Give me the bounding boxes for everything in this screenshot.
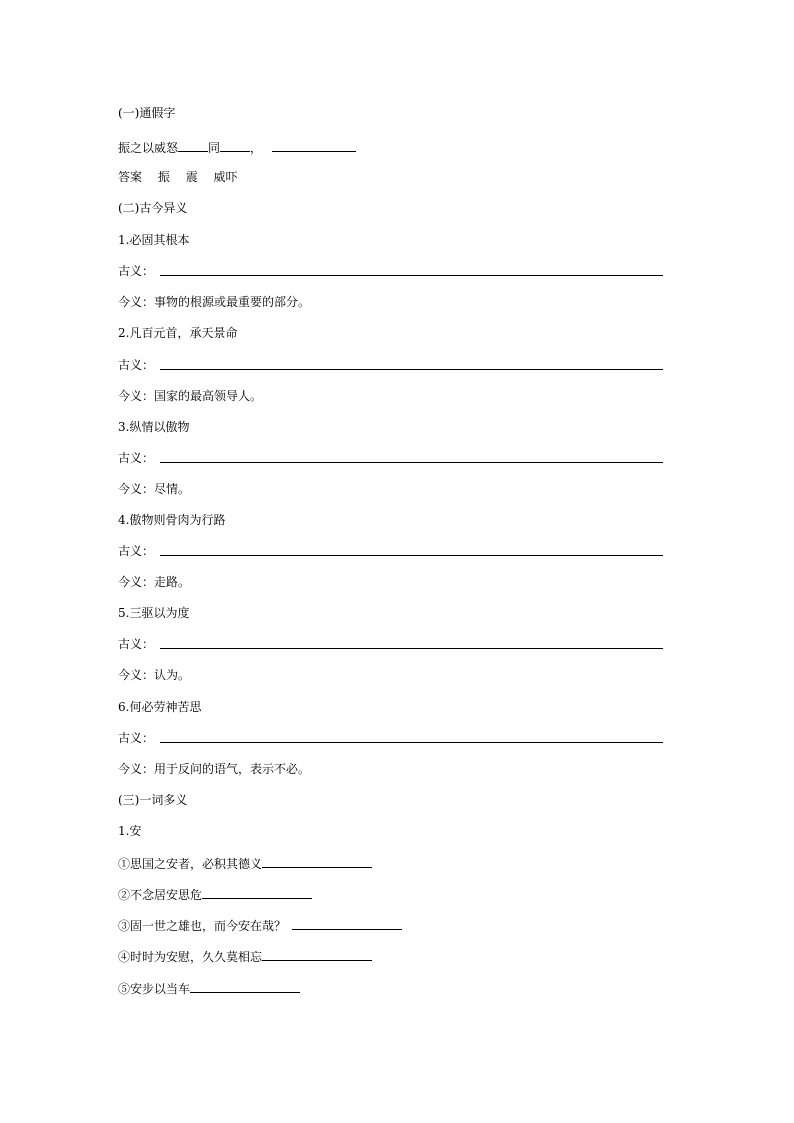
gujin-gu-row (118, 542, 663, 560)
gu-answer-blank[interactable] (160, 462, 663, 463)
gujin-jin: 今义：走路。 (118, 575, 191, 589)
duoyi-item (118, 884, 312, 902)
gu-answer-blank[interactable] (160, 369, 663, 370)
gu-label: 古义： (118, 358, 155, 372)
gu-label: 古义： (118, 544, 155, 558)
answer-blank[interactable] (262, 946, 372, 961)
gujin-gu-row (118, 635, 663, 653)
duoyi-sentence: ④时时为安慰，久久莫相忘 (118, 950, 263, 964)
duoyi-sentence: ①思国之安者，必积其德义 (118, 857, 263, 871)
gu-answer-blank[interactable] (160, 275, 663, 276)
answer-blank[interactable] (190, 978, 300, 993)
duoyi-sentence: ②不念居安思危 (118, 888, 203, 902)
gu-label: 古义： (118, 637, 155, 651)
gujin-gu-row (118, 729, 663, 747)
answer-label: 答案 (118, 170, 143, 184)
answer-blank[interactable] (202, 884, 312, 899)
gujin-item: 5.三驱以为度 (118, 606, 190, 620)
question-text-mid: 同 (208, 141, 221, 155)
gujin-item: 2.凡百元首，承天景命 (118, 326, 238, 340)
section-title-yiciduoyi: (三)一词多义 (118, 793, 188, 807)
gujin-gu-row (118, 356, 663, 374)
gujin-item: 1.必固其根本 (118, 233, 190, 247)
answer-blank[interactable] (292, 915, 402, 930)
answer-value-2: 震 (185, 170, 198, 184)
gu-label: 古义： (118, 731, 155, 745)
gu-label: 古义： (118, 451, 155, 465)
answer-value-1: 振 (157, 170, 170, 184)
gujin-jin: 今义：尽情。 (118, 482, 191, 496)
duoyi-item (118, 915, 402, 933)
answer-blank[interactable] (178, 137, 208, 152)
gujin-jin: 今义：事物的根源或最重要的部分。 (118, 295, 311, 309)
gu-answer-blank[interactable] (160, 648, 663, 649)
section-title-tongjiazi: (一)通假字 (118, 106, 176, 120)
gujin-gu-row (118, 449, 663, 467)
question-text: 振之以威怒 (118, 141, 179, 155)
gujin-gu-row (118, 262, 663, 280)
duoyi-item (118, 853, 372, 871)
gujin-jin: 今义：用于反问的语气，表示不必。 (118, 762, 311, 776)
tongjiazi-answer (118, 168, 238, 186)
gujin-jin: 今义：认为。 (118, 668, 191, 682)
duoyi-item (118, 946, 372, 964)
tongjiazi-question (118, 137, 356, 155)
question-comma: ， (250, 141, 263, 155)
gu-label: 古义： (118, 264, 155, 278)
gu-answer-blank[interactable] (160, 742, 663, 743)
answer-blank[interactable] (272, 137, 356, 152)
section-title-gujinyiyi: (二)古今异义 (118, 201, 188, 215)
gu-answer-blank[interactable] (160, 555, 663, 556)
duoyi-sentence: ⑤安步以当车 (118, 982, 191, 996)
gujin-item: 6.何必劳神苦思 (118, 700, 202, 714)
duoyi-sentence: ③固一世之雄也，而今安在哉？ (118, 919, 287, 933)
answer-value-3: 威吓 (213, 170, 238, 184)
duoyi-word: 1.安 (118, 824, 142, 838)
gujin-item: 3.纵情以傲物 (118, 420, 190, 434)
answer-blank[interactable] (262, 853, 372, 868)
gujin-item: 4.傲物则骨肉为行路 (118, 513, 226, 527)
gujin-jin: 今义：国家的最高领导人。 (118, 389, 263, 403)
answer-blank[interactable] (220, 137, 250, 152)
duoyi-item (118, 978, 300, 996)
